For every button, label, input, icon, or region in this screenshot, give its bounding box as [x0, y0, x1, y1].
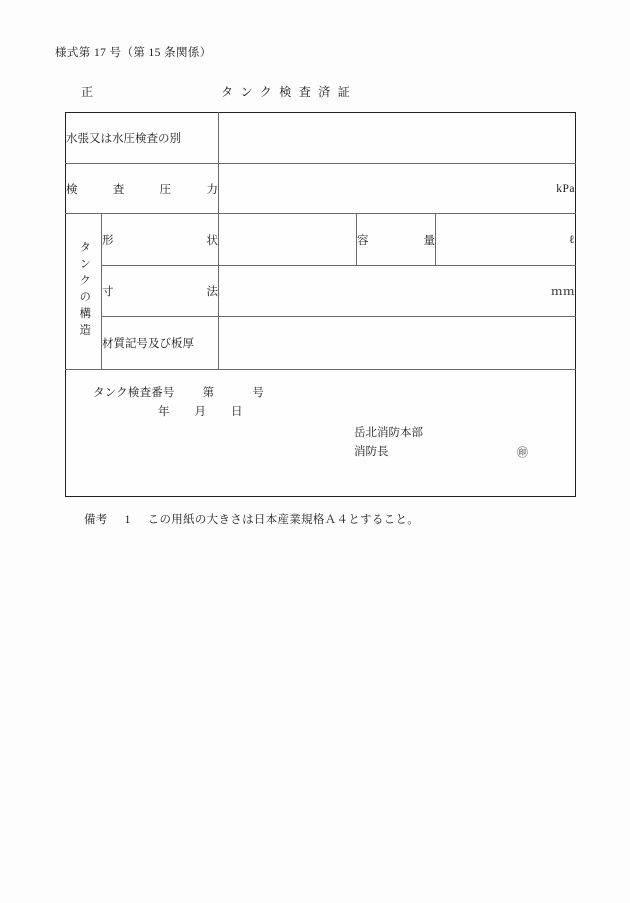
table-row	[66, 214, 576, 266]
remarks-label: 備考	[84, 514, 108, 526]
page-title: タンク検査済証	[221, 85, 358, 99]
issuing-organization	[354, 424, 554, 462]
row-label-test-type: 水張又は水圧検査の別	[66, 113, 219, 164]
row-label-capacity: 容量	[357, 214, 436, 266]
group-label-tank-structure	[66, 214, 102, 370]
seal-icon: ㊞	[517, 447, 528, 459]
table-row	[66, 266, 576, 317]
chief-title: 消防長	[354, 446, 389, 458]
date-month: 月	[194, 406, 206, 418]
table-row	[66, 113, 576, 164]
table-row	[66, 317, 576, 370]
remarks-text: この用紙の大きさは日本産業規格Ａ４とすること。	[147, 514, 420, 526]
row-value-test-type[interactable]	[219, 113, 576, 164]
remarks-note	[84, 511, 419, 527]
group-label-text: タンクの構造	[78, 240, 91, 340]
row-value-material[interactable]	[219, 317, 576, 370]
number-prefix: 第	[202, 387, 215, 399]
row-value-shape[interactable]	[219, 214, 357, 266]
chief-row	[354, 443, 554, 462]
row-unit-mm[interactable]: ｍｍ	[219, 266, 576, 317]
title-row	[65, 83, 575, 101]
row-label-material: 材質記号及び板厚	[102, 317, 219, 370]
row-label-shape: 形状	[102, 214, 219, 266]
number-suffix: 号	[252, 387, 265, 399]
tank-inspection-table	[65, 112, 576, 497]
date-line	[158, 403, 243, 419]
inspection-number-label: タンク検査番号	[93, 387, 175, 399]
signature-block	[66, 370, 576, 497]
inspection-number-line	[93, 384, 264, 400]
form-number: 様式第 17 号（第 15 条関係）	[55, 47, 212, 59]
copy-mark: 正	[81, 85, 94, 99]
remarks-item-number: 1	[124, 514, 131, 526]
row-label-test-pressure: 検査圧力	[66, 164, 219, 214]
row-label-dimensions: 寸法	[102, 266, 219, 317]
organization-name: 岳北消防本部	[354, 427, 423, 439]
date-day: 日	[231, 406, 243, 418]
signature-row	[66, 370, 576, 497]
row-unit-litre[interactable]: ℓ	[436, 214, 576, 266]
row-unit-kpa[interactable]: kPa	[219, 164, 576, 214]
date-year: 年	[158, 406, 170, 418]
table-row	[66, 164, 576, 214]
